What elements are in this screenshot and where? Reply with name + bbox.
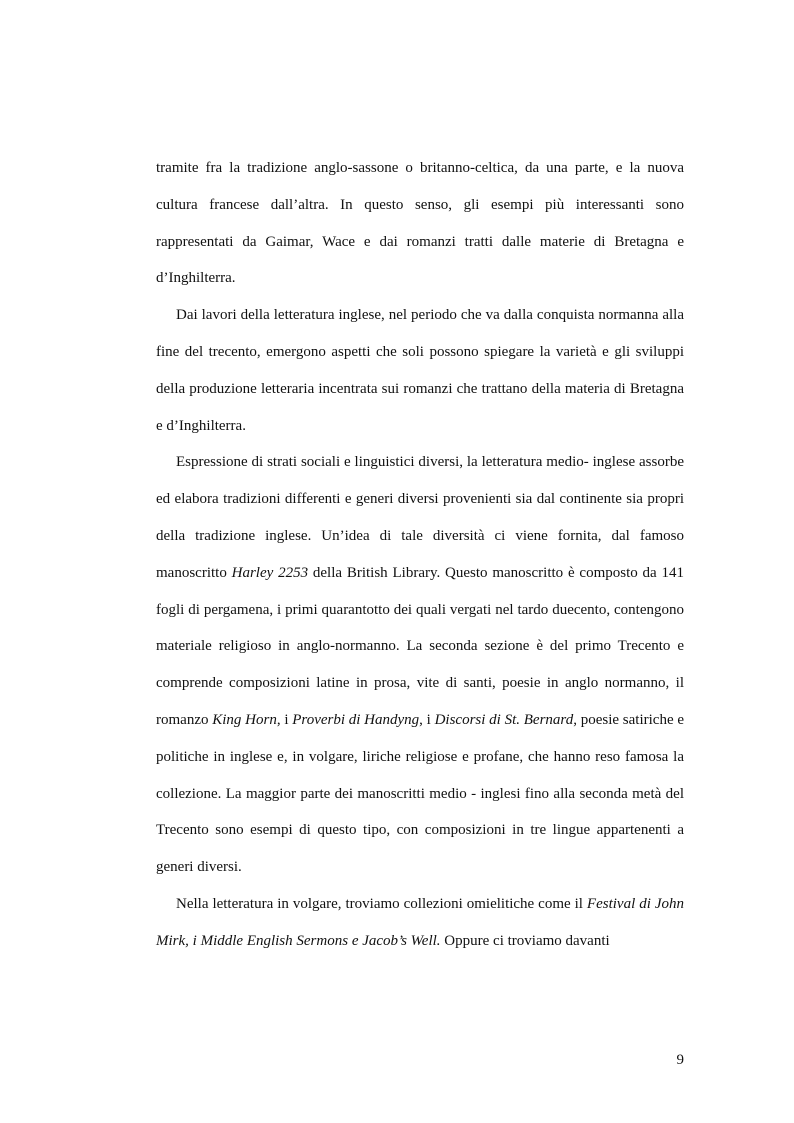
paragraph-text: Nella letteratura in volgare, troviamo collezioni omielitiche come il	[176, 895, 587, 912]
work-title: King Horn	[212, 711, 277, 728]
work-title: Discorsi di St. Bernard	[434, 711, 574, 728]
paragraph-text: , i	[276, 711, 293, 728]
paragraph-text: , i	[419, 711, 435, 728]
page-number: 9	[676, 1052, 684, 1068]
paragraph-2	[156, 297, 684, 444]
body-text	[156, 150, 684, 960]
work-title: Proverbi di Handyng	[292, 711, 420, 728]
paragraph-3	[156, 444, 684, 886]
paragraph-1	[156, 150, 684, 297]
paragraph-4	[156, 886, 684, 960]
paragraph-text: Dai lavori della letteratura inglese, nel periodo che va dalla conquista normanna alla fine del trecento, emergono aspetti che soli possono spiegare la varietà e gli sviluppi della produzione letteraria incentrata sui romanzi che trattano della materia di Bretagna e d’Inghilterra.	[156, 307, 684, 434]
work-title: Festival di John Mirk, i Middle English Sermons e Jacob’s Well.	[156, 895, 684, 949]
paragraph-text: tramite fra la tradizione anglo-sassone o britanno-celtica, da una parte, e la nuova cultura francese dall’altra. In questo senso, gli esempi più interessanti sono rappresentati da Gaimar, Wace e dai romanzi tratti dalle materie di Bretagna e d’Inghilterra.	[156, 160, 684, 287]
manuscript-title: Harley 2253	[231, 564, 309, 581]
paragraph-text: della British Library. Questo manoscritto è composto da 141 fogli di pergamena, i primi quarantotto dei quali vergati nel tardo duecento, contengono materiale religioso in anglo-normanno. La seconda sezione è del primo Trecento e comprende composizioni latine in prosa, vite di santi, poesie in anglo normanno, il romanzo	[156, 564, 685, 728]
paragraph-text: Espressione di strati sociali e linguistici diversi, la letteratura medio- inglese assorbe ed elabora tradizioni differenti e generi diversi provenienti sia dal continente sia propri della tradizione inglese. Un’idea di tale diversità ci viene fornita, dal famoso manoscritto	[156, 454, 684, 581]
paragraph-text: , poesie satiriche e politiche in inglese e, in volgare, liriche religiose e profane, che hanno reso famosa la collezione. La maggior parte dei manoscritti medio - inglesi fino alla seconda metà del Trecento sono esempi di questo tipo, con composizioni in tre lingue appartenenti a generi diversi.	[156, 711, 685, 876]
paragraph-text: Oppure ci troviamo davanti	[440, 932, 610, 949]
